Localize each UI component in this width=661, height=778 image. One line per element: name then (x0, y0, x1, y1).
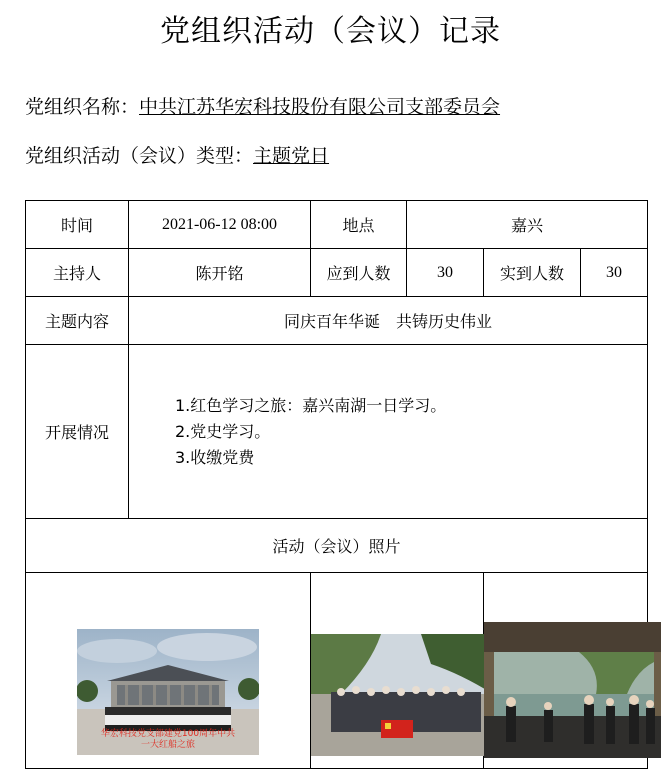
actual-count-value: 30 (581, 249, 648, 297)
photo-cell-1 (26, 573, 311, 769)
org-name-label: 党组织名称： (25, 96, 140, 118)
theme-label: 主题内容 (26, 297, 129, 345)
photo-cell-3 (484, 573, 648, 769)
time-label: 时间 (26, 201, 129, 249)
museum-photo (484, 622, 661, 758)
host-label: 主持人 (26, 249, 129, 297)
row-theme (26, 297, 648, 345)
progress-label: 开展情况 (26, 345, 129, 519)
row-photos (26, 573, 648, 769)
actual-count-label: 实到人数 (484, 249, 581, 297)
photo-1-caption-line-1: 华宏科技党支部建党100周年中共 (100, 729, 236, 739)
theme-value: 同庆百年华诞 共铸历史伟业 (129, 297, 648, 345)
row-photos-header (26, 519, 648, 573)
row-progress (26, 345, 648, 519)
progress-content (129, 345, 648, 519)
activity-type-value: 主题党日 (253, 145, 330, 167)
expected-count-label: 应到人数 (311, 249, 407, 297)
group-photo-lake (311, 634, 493, 756)
photo-1-caption-line-2: 一大红船之旅 (140, 740, 195, 750)
time-value: 2021-06-12 08:00 (129, 201, 311, 249)
group-photo-building (77, 629, 259, 755)
page-title: 党组织活动（会议）记录 (160, 14, 501, 49)
progress-item: 3.收缴党费 (175, 447, 255, 467)
org-name-value: 中共江苏华宏科技股份有限公司支部委员会 (139, 96, 501, 118)
progress-item: 1.红色学习之旅：嘉兴南湖一日学习。 (175, 395, 447, 415)
row-host-count (26, 249, 648, 297)
photos-label: 活动（会议）照片 (26, 519, 648, 573)
photo-3-image (484, 622, 661, 758)
photo-2-image (311, 634, 493, 756)
row-time-place (26, 201, 648, 249)
host-value: 陈开铭 (129, 249, 311, 297)
progress-item: 2.党史学习。 (175, 421, 271, 441)
photo-cell-2 (311, 573, 484, 769)
activity-type-line (25, 141, 329, 168)
expected-count-value: 30 (407, 249, 484, 297)
place-label: 地点 (311, 201, 407, 249)
org-name-line (25, 92, 500, 119)
record-table (25, 200, 648, 769)
activity-type-label: 党组织活动（会议）类型： (25, 145, 254, 167)
place-value: 嘉兴 (407, 201, 648, 249)
